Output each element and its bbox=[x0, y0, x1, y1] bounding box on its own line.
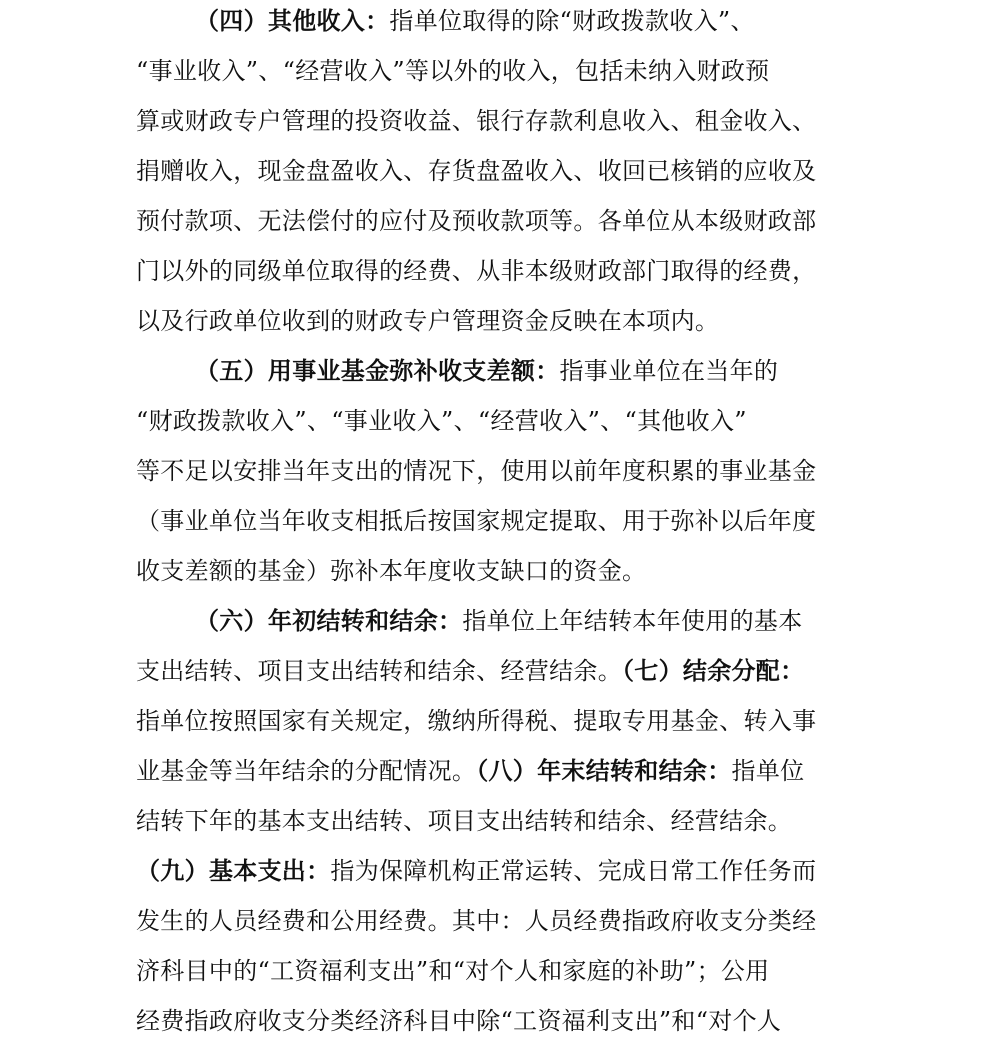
text-span: 结转下年的基本支出结转、项目支出结转和结余、经营结余。 bbox=[136, 807, 793, 835]
text-line bbox=[136, 153, 816, 189]
text-line bbox=[136, 53, 769, 89]
text-span: 济科目中的“工资福利支出”和“对个人和家庭的补助”；公用 bbox=[136, 957, 770, 985]
text-span: 指单位上年结转本年使用的基本 bbox=[462, 607, 803, 635]
text-line bbox=[136, 753, 804, 789]
text-span: 指为保障机构正常运转、完成日常工作任务而 bbox=[330, 857, 817, 885]
text-line bbox=[195, 3, 755, 39]
text-line bbox=[136, 953, 769, 989]
text-line bbox=[136, 403, 747, 439]
text-line bbox=[136, 653, 804, 689]
text-span: 指单位取得的除“财政拨款收入”、 bbox=[389, 7, 755, 35]
heading-year-end-carryover: （八）年末结转和结余： bbox=[476, 756, 732, 785]
text-line bbox=[136, 503, 816, 539]
text-line bbox=[136, 103, 816, 139]
text-span: 以及行政单位收到的财政专户管理资金反映在本项内。 bbox=[136, 307, 720, 335]
heading-basic-expenditure: （九）基本支出： bbox=[136, 856, 331, 885]
text-span: 等不足以安排当年支出的情况下，使用以前年度积累的事业基金 bbox=[136, 457, 817, 485]
text-span: 指事业单位在当年的 bbox=[559, 357, 779, 385]
text-line bbox=[195, 603, 803, 639]
text-line bbox=[136, 553, 646, 589]
text-span: 指单位 bbox=[731, 757, 805, 785]
text-span: 发生的人员经费和公用经费。其中：人员经费指政府收支分类经 bbox=[136, 907, 817, 935]
text-span: 业基金等当年结余的分配情况。 bbox=[136, 757, 477, 785]
text-span: 算或财政专户管理的投资收益、银行存款利息收入、租金收入、 bbox=[136, 107, 817, 135]
heading-beginning-carryover: （六）年初结转和结余： bbox=[195, 606, 463, 635]
text-line bbox=[136, 453, 816, 489]
text-span: “事业收入”、“经营收入”等以外的收入，包括未纳入财政预 bbox=[136, 57, 770, 85]
heading-other-income: （四）其他收入： bbox=[195, 6, 390, 35]
text-span: 预付款项、无法偿付的应付及预收款项等。各单位从本级财政部 bbox=[136, 207, 817, 235]
text-line bbox=[136, 803, 792, 839]
text-line bbox=[136, 203, 816, 239]
text-span: （事业单位当年收支相抵后按国家规定提取、用于弥补以后年度 bbox=[136, 507, 817, 535]
text-span: 支出结转、项目支出结转和结余、经营结余。 bbox=[136, 657, 622, 685]
text-span: 经费指政府收支分类经济科目中除“工资福利支出”和“对个人 bbox=[136, 1007, 782, 1035]
text-span: “财政拨款收入”、“事业收入”、“经营收入”、“其他收入” bbox=[136, 407, 747, 435]
text-line bbox=[136, 903, 816, 939]
text-span: 门以外的同级单位取得的经费、从非本级财政部门取得的经费， bbox=[136, 257, 817, 285]
text-line bbox=[136, 853, 816, 889]
text-span: 捐赠收入，现金盘盈收入、存货盘盈收入、收回已核销的应收及 bbox=[136, 157, 817, 185]
text-line bbox=[136, 303, 719, 339]
text-line bbox=[136, 1003, 781, 1039]
text-line bbox=[195, 353, 778, 389]
heading-business-fund: （五）用事业基金弥补收支差额： bbox=[195, 356, 560, 385]
text-span: 指单位按照国家有关规定，缴纳所得税、提取专用基金、转入事 bbox=[136, 707, 817, 735]
text-line bbox=[136, 703, 816, 739]
heading-surplus-distribution: （七）结余分配： bbox=[622, 656, 805, 685]
text-line bbox=[136, 253, 816, 289]
text-span: 收支差额的基金）弥补本年度收支缺口的资金。 bbox=[136, 557, 647, 585]
